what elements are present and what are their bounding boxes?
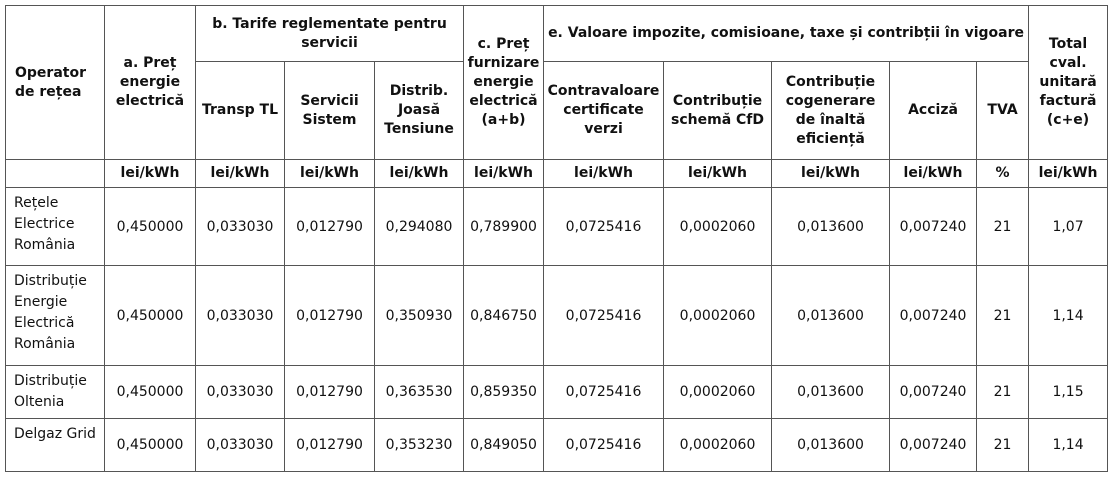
cell-system-services: 0,012790 [285, 366, 375, 419]
unit-vat: % [977, 160, 1029, 188]
unit-supply-price: lei/kWh [464, 160, 544, 188]
cell-cfd: 0,0002060 [664, 266, 772, 366]
cell-cogeneration: 0,013600 [772, 366, 890, 419]
operator-name: Distribuție Oltenia [6, 366, 105, 419]
cell-supply-price: 0,859350 [464, 366, 544, 419]
table-row [6, 188, 1108, 266]
cell-vat: 21 [977, 266, 1029, 366]
tariff-table [5, 5, 1108, 472]
cell-distribution: 0,294080 [375, 188, 464, 266]
header-cogeneration: Contribuție cogenerare de înaltă eficiență [772, 62, 890, 160]
cell-excise: 0,007240 [890, 266, 977, 366]
cell-distribution: 0,353230 [375, 419, 464, 472]
operator-name: Delgaz Grid [6, 419, 105, 472]
unit-empty [6, 160, 105, 188]
unit-energy-price: lei/kWh [105, 160, 196, 188]
cell-supply-price: 0,789900 [464, 188, 544, 266]
header-green-certificates: Contravaloare certificate verzi [544, 62, 664, 160]
unit-cogeneration: lei/kWh [772, 160, 890, 188]
cell-system-services: 0,012790 [285, 419, 375, 472]
cell-excise: 0,007240 [890, 188, 977, 266]
cell-system-services: 0,012790 [285, 188, 375, 266]
header-vat: TVA [977, 62, 1029, 160]
cell-vat: 21 [977, 188, 1029, 266]
header-regulated-tariffs: b. Tarife reglementate pentru servicii [196, 6, 464, 62]
cell-cfd: 0,0002060 [664, 188, 772, 266]
header-supply-price: c. Preț furnizare energie electrică (a+b) [464, 6, 544, 160]
header-operator: Operator de rețea [6, 6, 105, 160]
cell-transport: 0,033030 [196, 366, 285, 419]
table-row [6, 266, 1108, 366]
unit-distribution: lei/kWh [375, 160, 464, 188]
cell-energy-price: 0,450000 [105, 419, 196, 472]
cell-total: 1,15 [1029, 366, 1108, 419]
table-row [6, 419, 1108, 472]
unit-green-certificates: lei/kWh [544, 160, 664, 188]
unit-system-services: lei/kWh [285, 160, 375, 188]
cell-green-certificates: 0,0725416 [544, 188, 664, 266]
header-transport: Transp TL [196, 62, 285, 160]
cell-total: 1,14 [1029, 419, 1108, 472]
header-distribution: Distrib. Joasă Tensiune [375, 62, 464, 160]
header-energy-price: a. Preț energie electrică [105, 6, 196, 160]
cell-energy-price: 0,450000 [105, 366, 196, 419]
header-system-services: Servicii Sistem [285, 62, 375, 160]
operator-name: Distribuție Energie Electrică România [6, 266, 105, 366]
header-total: Total cval. unitară factură (c+e) [1029, 6, 1108, 160]
cell-green-certificates: 0,0725416 [544, 366, 664, 419]
header-excise: Acciză [890, 62, 977, 160]
cell-excise: 0,007240 [890, 366, 977, 419]
cell-vat: 21 [977, 419, 1029, 472]
unit-cfd: lei/kWh [664, 160, 772, 188]
cell-cogeneration: 0,013600 [772, 266, 890, 366]
header-cfd: Contribuție schemă CfD [664, 62, 772, 160]
cell-transport: 0,033030 [196, 188, 285, 266]
operator-name: Rețele Electrice România [6, 188, 105, 266]
cell-transport: 0,033030 [196, 419, 285, 472]
cell-transport: 0,033030 [196, 266, 285, 366]
cell-cogeneration: 0,013600 [772, 419, 890, 472]
cell-cfd: 0,0002060 [664, 366, 772, 419]
cell-vat: 21 [977, 366, 1029, 419]
cell-system-services: 0,012790 [285, 266, 375, 366]
cell-total: 1,07 [1029, 188, 1108, 266]
unit-excise: lei/kWh [890, 160, 977, 188]
cell-supply-price: 0,849050 [464, 419, 544, 472]
cell-cogeneration: 0,013600 [772, 188, 890, 266]
cell-distribution: 0,363530 [375, 366, 464, 419]
cell-cfd: 0,0002060 [664, 419, 772, 472]
header-taxes: e. Valoare impozite, comisioane, taxe și contribții în vigoare [544, 6, 1029, 62]
cell-excise: 0,007240 [890, 419, 977, 472]
cell-distribution: 0,350930 [375, 266, 464, 366]
cell-green-certificates: 0,0725416 [544, 419, 664, 472]
cell-energy-price: 0,450000 [105, 188, 196, 266]
cell-supply-price: 0,846750 [464, 266, 544, 366]
cell-energy-price: 0,450000 [105, 266, 196, 366]
cell-green-certificates: 0,0725416 [544, 266, 664, 366]
unit-transport: lei/kWh [196, 160, 285, 188]
unit-total: lei/kWh [1029, 160, 1108, 188]
cell-total: 1,14 [1029, 266, 1108, 366]
table-row [6, 366, 1108, 419]
